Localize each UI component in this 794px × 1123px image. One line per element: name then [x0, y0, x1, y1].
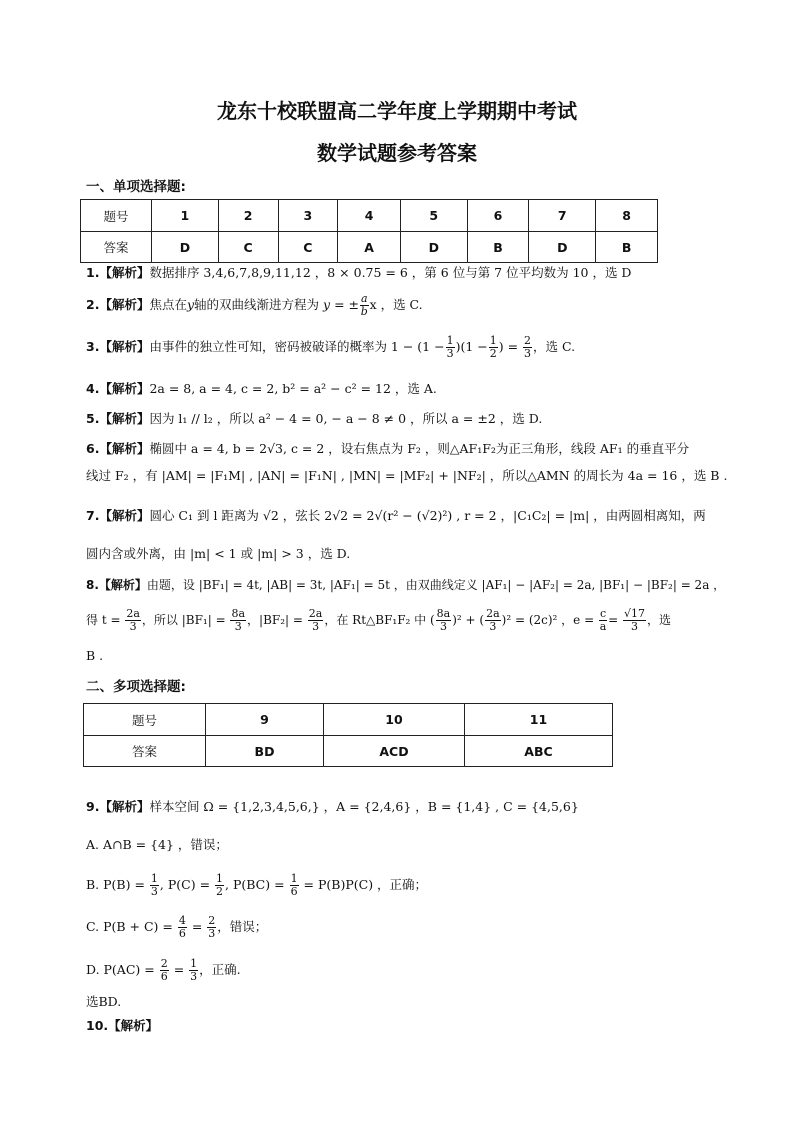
option-text: B. P(B) = [86, 877, 145, 892]
denominator: 3 [150, 885, 158, 898]
fraction [436, 608, 452, 633]
solution-text: 因为 l₁ // l₂ ，所以 a² − 4 = 0, − a − 8 ≠ 0 ，所以 a = ±2 ，选 D. [149, 411, 543, 426]
solution-8-end [86, 646, 103, 666]
fraction [230, 608, 246, 633]
solution-label: 7.【解析】 [86, 508, 150, 523]
numerator: 1 [190, 957, 198, 970]
table-cell: D [152, 232, 219, 263]
denominator: 6 [290, 885, 298, 898]
numerator: c [599, 607, 607, 620]
choose-answer [86, 992, 121, 1012]
solution-text: x ，选 C. [369, 297, 423, 312]
solution-label: 2.【解析】 [86, 297, 150, 312]
option-text: = P(B)P(C) ，正确； [303, 877, 428, 892]
numerator: 8a [231, 607, 246, 620]
solution-text: ，选 C. [533, 339, 576, 354]
solution-label: 1.【解析】 [86, 265, 150, 280]
option-text: , P(C) = [159, 877, 211, 892]
denominator: b [360, 305, 368, 318]
denominator: 3 [234, 620, 242, 633]
numerator: 1 [489, 334, 497, 347]
solution-7-cont [86, 544, 350, 564]
table-cell: 8 [596, 200, 658, 232]
solution-text: 由事件的独立性可知，密码被破译的概率为 1 − (1 − [149, 339, 445, 354]
solution-8-cont [86, 604, 671, 636]
fraction [485, 608, 501, 633]
numerator: 2 [524, 334, 532, 347]
solution-9 [86, 797, 579, 817]
fraction [125, 608, 141, 633]
solution-text: 圆内含或外离，由 |m| < 1 或 |m| > 3 ，选 D. [86, 546, 351, 561]
table-cell: 2 [218, 200, 278, 232]
option-text: A. A∩B = {4} ，错误； [86, 837, 228, 852]
numerator: 8a [436, 607, 451, 620]
numerator: 1 [216, 872, 224, 885]
solution-label: 10.【解析】 [86, 1018, 159, 1033]
denominator: 3 [524, 347, 532, 360]
denominator: 3 [446, 347, 454, 360]
page-subtitle: 数学试题参考答案 [317, 141, 477, 165]
table-row [84, 736, 613, 767]
solution-label: 9.【解析】 [86, 799, 150, 814]
option-text: D. P(AC) = [86, 962, 155, 977]
solution-text: 焦点在 [149, 297, 187, 312]
denominator: 6 [178, 927, 186, 940]
solution-text: ，在 Rt△BF₁F₂ 中 ( [324, 613, 435, 627]
denominator: 3 [489, 620, 497, 633]
choose-text: 选BD. [86, 994, 122, 1009]
option-text: , P(BC) = [225, 877, 285, 892]
denominator: 3 [631, 620, 639, 633]
numerator: a [361, 292, 368, 305]
fraction [160, 958, 169, 983]
numerator: 1 [150, 872, 158, 885]
table-cell: D [400, 232, 467, 263]
solution-text: 得 t = [86, 613, 121, 627]
table-cell: D [529, 232, 596, 263]
solution-label: 8.【解析】 [86, 578, 147, 592]
table-row [84, 704, 613, 736]
solution-text: 圆心 C₁ 到 l 距离为 √2 ，弦长 2√2 = 2√(r² − (√2)²) , r = 2 ，|C₁C₂| = |m| ，由两圆相离知，两 [149, 508, 706, 523]
table-cell: 7 [529, 200, 596, 232]
option-text: C. P(B + C) = [86, 919, 173, 934]
row-label: 答案 [84, 736, 206, 767]
solution-2 [86, 291, 423, 319]
option-b [86, 870, 427, 900]
denominator: 3 [129, 620, 137, 633]
numerator: 1 [446, 334, 454, 347]
table-cell: C [278, 232, 338, 263]
solution-text: 由题，设 |BF₁| = 4t, |AB| = 3t, |AF₁| = 5t ，由双曲线定义 |AF₁| − |AF₂| = 2a, |BF₁| − |BF₂| = 2a ， [146, 578, 726, 592]
fraction [178, 915, 187, 940]
table-cell: 4 [338, 200, 401, 232]
solution-text: ) = [498, 339, 519, 354]
table-cell: ABC [465, 736, 613, 767]
numerator: 4 [178, 914, 186, 927]
solution-3 [86, 333, 575, 361]
solution-text: 数据排序 3,4,6,7,8,9,11,12 ，8 × 0.75 = 6 ，第 6 位与第 7 位平均数为 10 ，选 D [149, 265, 632, 280]
table-cell: 10 [324, 704, 465, 736]
table-cell: B [596, 232, 658, 263]
fraction [523, 335, 532, 360]
fraction [207, 915, 216, 940]
table-cell: A [338, 232, 401, 263]
multi-choice-answer-table [83, 703, 613, 767]
table-cell: 6 [467, 200, 529, 232]
denominator: 2 [489, 347, 497, 360]
solution-5 [86, 409, 542, 429]
option-text: ，错误； [217, 919, 268, 934]
math-expr: y = ± [323, 297, 359, 312]
solution-text: 样本空间 Ω = {1,2,3,4,5,6,} ，A = {2,4,6} ，B = {1,4} , C = {4,5,6} [149, 799, 579, 814]
single-choice-answer-table [80, 199, 658, 263]
solution-text: 轴的双曲线渐进方程为 [194, 297, 320, 312]
denominator: 3 [312, 620, 320, 633]
solution-text: )(1 − [455, 339, 488, 354]
fraction [150, 873, 159, 898]
table-cell: B [467, 232, 529, 263]
solution-10 [86, 1016, 158, 1036]
numerator: √17 [624, 607, 646, 620]
section-single-choice-heading: 一、单项选择题: [86, 179, 186, 195]
solution-7 [86, 506, 706, 526]
table-row [81, 200, 658, 232]
solution-6-cont [86, 466, 727, 486]
solution-text: 2a = 8, a = 4, c = 2, b² = a² − c² = 12 ，选 A. [149, 381, 437, 396]
solution-label: 3.【解析】 [86, 339, 150, 354]
denominator: 6 [160, 970, 168, 983]
fraction [189, 958, 198, 983]
solution-text: ，所以 |BF₁| = [141, 613, 226, 627]
solution-label: 5.【解析】 [86, 411, 150, 426]
math-var: y [186, 297, 195, 312]
solution-text: )² = (2c)² ，e = [501, 613, 595, 627]
row-label: 题号 [84, 704, 206, 736]
table-cell: C [218, 232, 278, 263]
solution-4 [86, 379, 437, 399]
table-cell: 11 [465, 704, 613, 736]
denominator: 2 [216, 885, 224, 898]
fraction [360, 293, 369, 318]
solution-text: ，|BF₂| = [247, 613, 303, 627]
table-cell: BD [206, 736, 324, 767]
fraction [623, 608, 646, 633]
solution-text: 线过 F₂ ，有 |AM| = |F₁M| , |AN| = |F₁N| , |MN| = |MF₂| + |NF₂| ，所以△AMN 的周长为 4a = 16 ，选 B . [86, 468, 728, 483]
numerator: 1 [290, 872, 298, 885]
solution-label: 4.【解析】 [86, 381, 150, 396]
table-cell: 9 [206, 704, 324, 736]
section-multi-choice-heading: 二、多项选择题: [86, 679, 186, 695]
fraction [446, 335, 455, 360]
table-cell: 3 [278, 200, 338, 232]
fraction [215, 873, 224, 898]
numerator: 2a [126, 607, 140, 620]
table-cell: ACD [324, 736, 465, 767]
solution-text: B . [86, 648, 104, 663]
denominator: 3 [439, 620, 447, 633]
numerator: 2 [160, 957, 168, 970]
solution-text: ，选 [647, 613, 672, 627]
page-title: 龙东十校联盟高二学年度上学期期中考试 [217, 99, 577, 123]
solution-8 [86, 575, 725, 595]
fraction [290, 873, 299, 898]
denominator: 3 [190, 970, 198, 983]
solution-text: 椭圆中 a = 4, b = 2√3, c = 2 ，设右焦点为 F₂ ，则△AF₁F₂为正三角形，线段 AF₁ 的垂直平分 [149, 441, 690, 456]
solution-text: = [608, 613, 619, 627]
solution-1 [86, 263, 631, 283]
fraction [599, 608, 607, 633]
option-c [86, 912, 267, 942]
numerator: 2 [208, 914, 216, 927]
row-label: 答案 [81, 232, 152, 263]
denominator: 3 [208, 927, 216, 940]
solution-6 [86, 439, 689, 459]
solution-label: 6.【解析】 [86, 441, 150, 456]
denominator: a [599, 620, 607, 633]
table-cell: 5 [400, 200, 467, 232]
option-a [86, 835, 228, 855]
option-text: = [191, 919, 203, 934]
row-label: 题号 [81, 200, 152, 232]
fraction [308, 608, 324, 633]
solution-text: )² + ( [452, 613, 485, 627]
option-d [86, 955, 241, 985]
table-row [81, 232, 658, 263]
option-text: = [173, 962, 185, 977]
fraction [489, 335, 498, 360]
numerator: 2a [486, 607, 500, 620]
table-cell: 1 [152, 200, 219, 232]
option-text: ，正确. [199, 962, 241, 977]
numerator: 2a [308, 607, 323, 620]
